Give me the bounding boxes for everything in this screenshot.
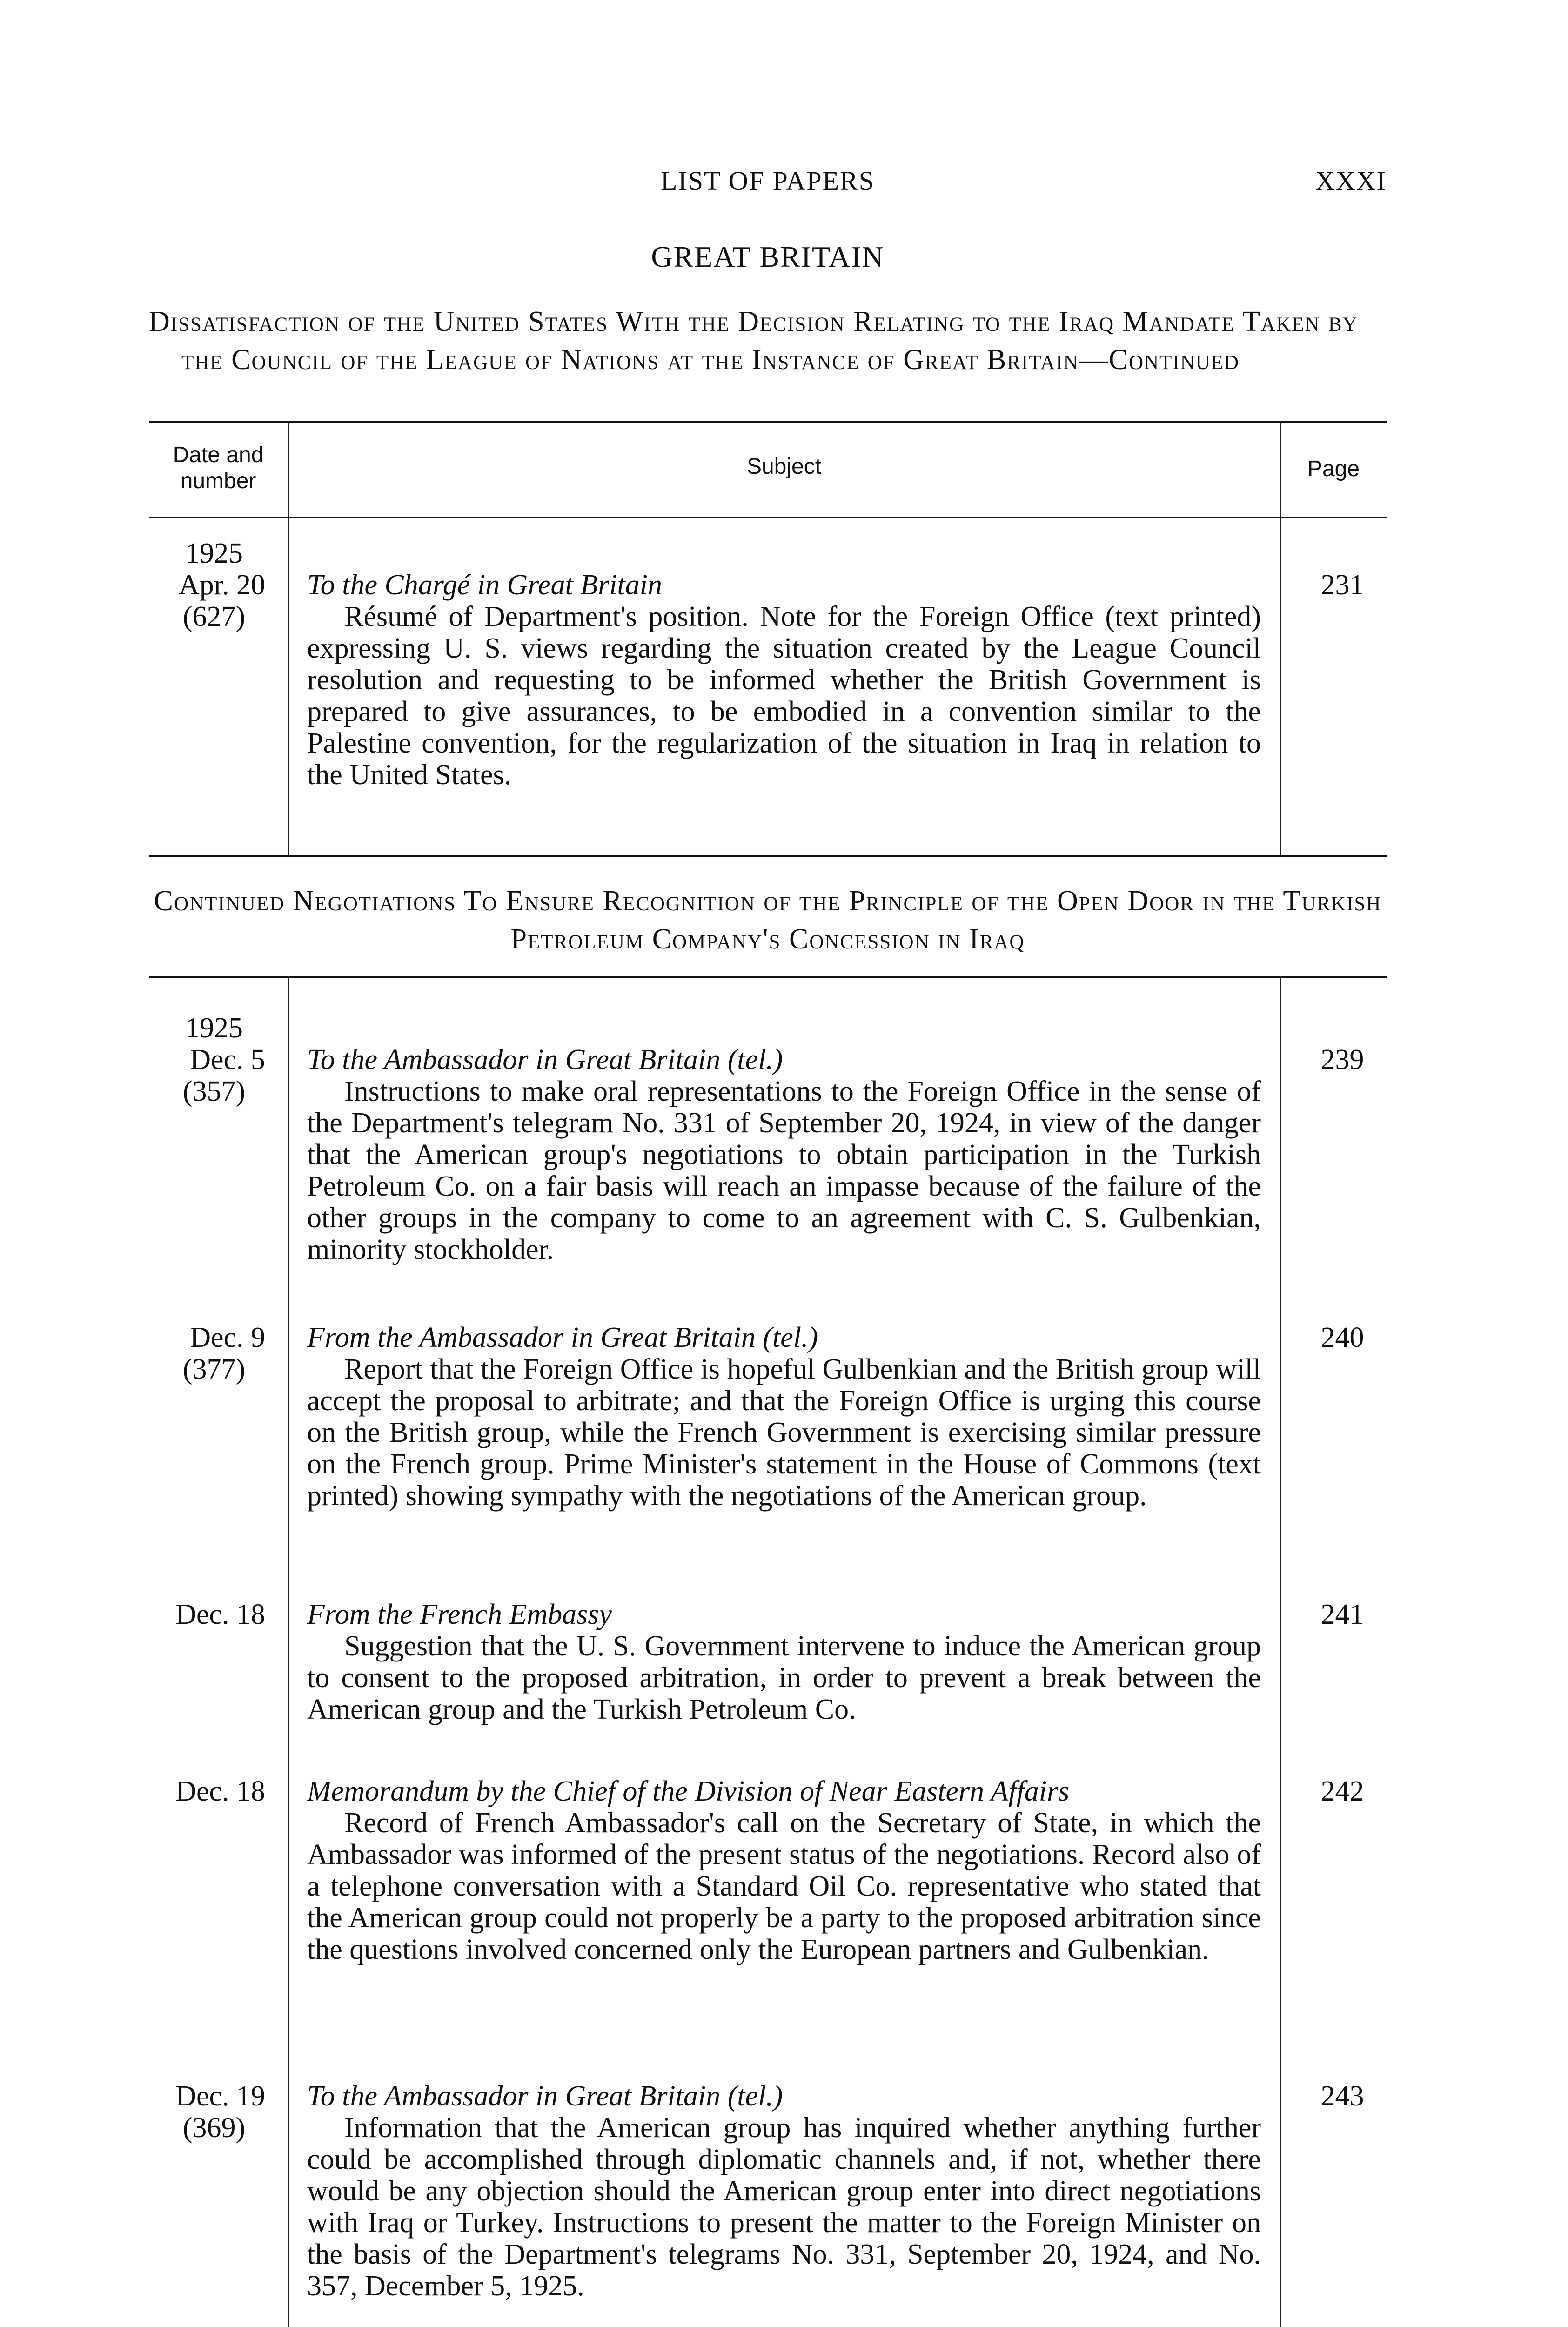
entry-heading: To the Chargé in Great Britain <box>307 569 662 601</box>
entry-number: (627) <box>182 601 246 632</box>
entry-summary: Suggestion that the U. S. Government intervene to induce the American group to consent to the proposed arbitration, in order to prevent a break between the American group and the Turkish Petroleum Co. <box>307 1630 1261 1725</box>
table-top-rule <box>149 421 1387 423</box>
entry-summary: Résumé of Department's position. Note for the Foreign Office (text printed) expressing U. S. views regarding the situation created by the League Council resolution and requesting to be informed whether the British Government is prepared to give assurances, to be embodied in a convention similar to the Palestine convention, for the regularization of the situation in Iraq in relation to the United States. <box>307 601 1261 791</box>
column-header-date: Date and number <box>173 443 264 493</box>
entry-subject <box>307 1599 1261 1725</box>
column-header-subject: Subject <box>746 454 822 479</box>
section-heading-iraq-mandate: Dissatisfaction of the United States With the Decision Relating to the Iraq Mandate Taken by the Council of the League of Nations at the Instance of Great Britain—Continued <box>149 306 1358 376</box>
table-bottom-rule <box>149 855 1387 857</box>
entry-page: 241 <box>1320 1599 1364 1630</box>
entry-date-line: Dec. 18 <box>175 1599 265 1630</box>
entry-summary: Information that the American group has inquired whether anything further could be accomplished through diplomatic channels and, if not, whether there would be any objection should the American group enter into direct negotiations with Iraq or Turkey. Instructions to present the matter to the Foreign Minister on the basis of the Department's telegrams No. 331, September 20, 1924, and No. 357, December 5, 1925. <box>307 2112 1261 2302</box>
page-number: XXXI <box>1315 166 1387 196</box>
entry-year: 1925 <box>185 538 243 569</box>
section-heading-open-door: Continued Negotiations To Ensure Recognition of the Principle of the Open Door in the Turkish Petroleum Company's Concession in Iraq <box>154 885 1382 955</box>
entry-date <box>149 1322 265 1385</box>
entry-subject <box>307 1044 1261 1265</box>
column-header-page: Page <box>1307 457 1360 481</box>
entry-date <box>149 1599 265 1630</box>
entry-subject <box>307 1776 1261 1965</box>
entry-date-line: Dec. 5 <box>190 1044 265 1076</box>
entry-page: 239 <box>1320 1044 1364 1076</box>
running-title: LIST OF PAPERS <box>661 166 875 196</box>
column-divider <box>1280 976 1281 2327</box>
entry-heading: To the Ambassador in Great Britain (tel.) <box>307 2080 783 2112</box>
entry-heading: Memorandum by the Chief of the Division of Near Eastern Affairs <box>307 1776 1070 1807</box>
entry-heading: From the French Embassy <box>307 1599 612 1630</box>
entry-date-line: Dec. 19 <box>175 2080 265 2112</box>
entry-page: 231 <box>1320 569 1364 601</box>
entry-number: (369) <box>182 2112 246 2144</box>
entry-number: (357) <box>182 1076 246 1107</box>
entry-year: 1925 <box>185 1012 243 1044</box>
column-divider <box>288 976 289 2327</box>
country-title: GREAT BRITAIN <box>651 240 885 273</box>
entry-subject <box>307 569 1261 791</box>
entry-summary: Instructions to make oral representations to the Foreign Office in the sense of the Department's telegram No. 331 of September 20, 1924, in view of the danger that the American group's negotiations to obtain participation in the Turkish Petroleum Co. on a fair basis will reach an impasse because of the failure of the other groups in the company to come to an agreement with C. S. Gulbenkian, minority stockholder. <box>307 1076 1261 1265</box>
entry-date <box>149 538 265 632</box>
entry-date-line: Dec. 9 <box>190 1322 265 1353</box>
entry-date <box>149 2080 265 2144</box>
entry-summary: Record of French Ambassador's call on the Secretary of State, in which the Ambassador was informed of the present status of the negotiations. Record also of a telephone conversation with a Standard Oil Co. representative who stated that the American group could not properly be a party to the proposed arbitration since the questions involved concerned only the European partners and Gulbenkian. <box>307 1807 1261 1965</box>
entry-date-line: Apr. 20 <box>179 569 265 601</box>
entry-date <box>149 1012 265 1107</box>
table-top-rule <box>149 976 1387 978</box>
entry-date-line: Dec. 18 <box>175 1776 265 1807</box>
entry-heading: From the Ambassador in Great Britain (tel.) <box>307 1322 818 1353</box>
entry-page: 240 <box>1320 1322 1364 1353</box>
entry-page: 243 <box>1320 2080 1364 2112</box>
entry-summary: Report that the Foreign Office is hopeful Gulbenkian and the British group will accept the proposal to arbitrate; and that the Foreign Office is urging this course on the British group, while the French Government is exercising similar pressure on the French group. Prime Minister's statement in the House of Commons (text printed) showing sympathy with the negotiations of the American group. <box>307 1353 1261 1512</box>
entry-subject <box>307 2080 1261 2302</box>
column-divider <box>288 421 289 855</box>
running-head <box>149 165 1387 198</box>
entry-heading: To the Ambassador in Great Britain (tel.) <box>307 1044 783 1076</box>
entry-subject <box>307 1322 1261 1512</box>
entry-page: 242 <box>1320 1776 1364 1807</box>
column-divider <box>1280 421 1281 855</box>
entry-number: (377) <box>182 1353 246 1385</box>
entry-date <box>149 1776 265 1807</box>
table-header-rule <box>149 517 1387 518</box>
